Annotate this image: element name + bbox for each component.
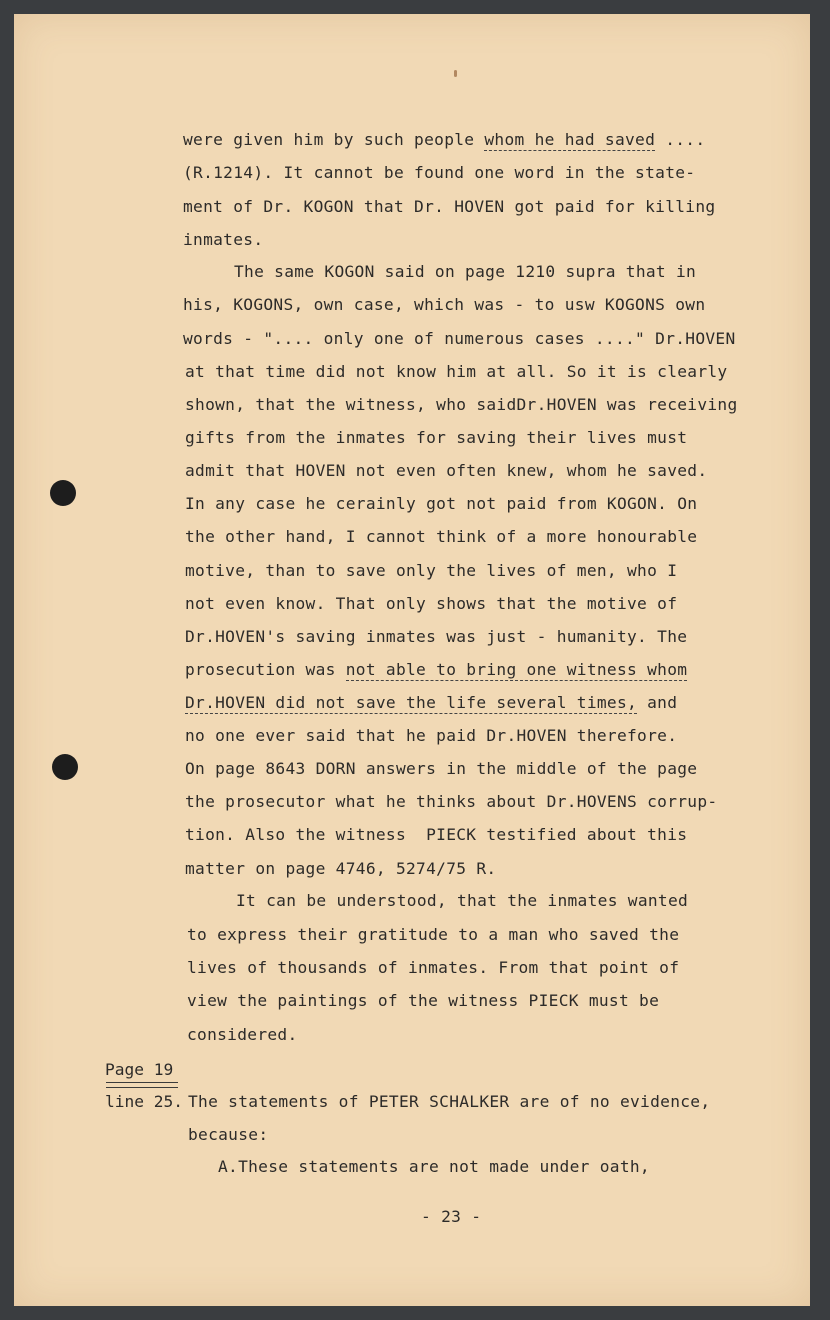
margin-page-ref: Page 19: [105, 1060, 174, 1079]
text-line: shown, that the witness, who saidDr.HOVEN was receiving: [185, 395, 738, 414]
text-line: A.These statements are not made under oath,: [218, 1157, 650, 1176]
underlined-text: whom he had saved: [484, 130, 656, 149]
text-line: inmates.: [183, 230, 264, 249]
text-line: On page 8643 DORN answers in the middle of the page: [185, 759, 698, 778]
text-line: (R.1214). It cannot be found one word in the state-: [183, 163, 696, 182]
page-number: - 23 -: [421, 1207, 482, 1226]
text-line: the prosecutor what he thinks about Dr.HOVENS corrup-: [185, 792, 718, 811]
text-line: gifts from the inmates for saving their lives must: [185, 428, 688, 447]
text-line: [185, 660, 687, 680]
text-segment: prosecution was: [185, 660, 346, 679]
text-line: The same KOGON said on page 1210 supra that in: [234, 262, 697, 281]
underlined-text: Dr.HOVEN did not save the life several times,: [185, 693, 638, 712]
text-line: admit that HOVEN not even often knew, whom he saved.: [185, 461, 708, 480]
text-line: motive, than to save only the lives of men, who I: [185, 561, 678, 580]
text-line: In any case he cerainly got not paid from KOGON. On: [185, 494, 698, 513]
double-underline: [106, 1082, 178, 1088]
text-line: considered.: [187, 1025, 298, 1044]
text-line: the other hand, I cannot think of a more honourable: [185, 527, 698, 546]
text-line: not even know. That only shows that the motive of: [185, 594, 678, 613]
text-line: It can be understood, that the inmates wanted: [236, 891, 689, 910]
text-line: at that time did not know him at all. So it is clearly: [185, 362, 728, 381]
text-line: [185, 693, 677, 713]
text-line: The statements of PETER SCHALKER are of no evidence,: [188, 1092, 711, 1111]
text-line: because:: [188, 1125, 269, 1144]
text-segment: and: [637, 693, 678, 712]
text-segment: ....: [655, 130, 706, 149]
text-line: Dr.HOVEN's saving inmates was just - humanity. The: [185, 627, 688, 646]
text-line: to express their gratitude to a man who saved the: [187, 925, 680, 944]
text-line: matter on page 4746, 5274/75 R.: [185, 859, 497, 878]
text-line: no one ever said that he paid Dr.HOVEN therefore.: [185, 726, 678, 745]
text-line: [183, 130, 705, 150]
margin-line-ref: line 25.: [105, 1092, 183, 1111]
text-line: lives of thousands of inmates. From that point of: [187, 958, 680, 977]
text-line: tion. Also the witness PIECK testified about this: [185, 825, 688, 844]
text-line: words - ".... only one of numerous cases ...." Dr.HOVEN: [183, 329, 736, 348]
text-line: his, KOGONS, own case, which was - to usw KOGONS own: [183, 295, 706, 314]
text-line: view the paintings of the witness PIECK must be: [187, 991, 660, 1010]
text-line: ment of Dr. KOGON that Dr. HOVEN got paid for killing: [183, 197, 716, 216]
underlined-text: not able to bring one witness whom: [345, 660, 688, 679]
text-segment: were given him by such people: [183, 130, 485, 149]
